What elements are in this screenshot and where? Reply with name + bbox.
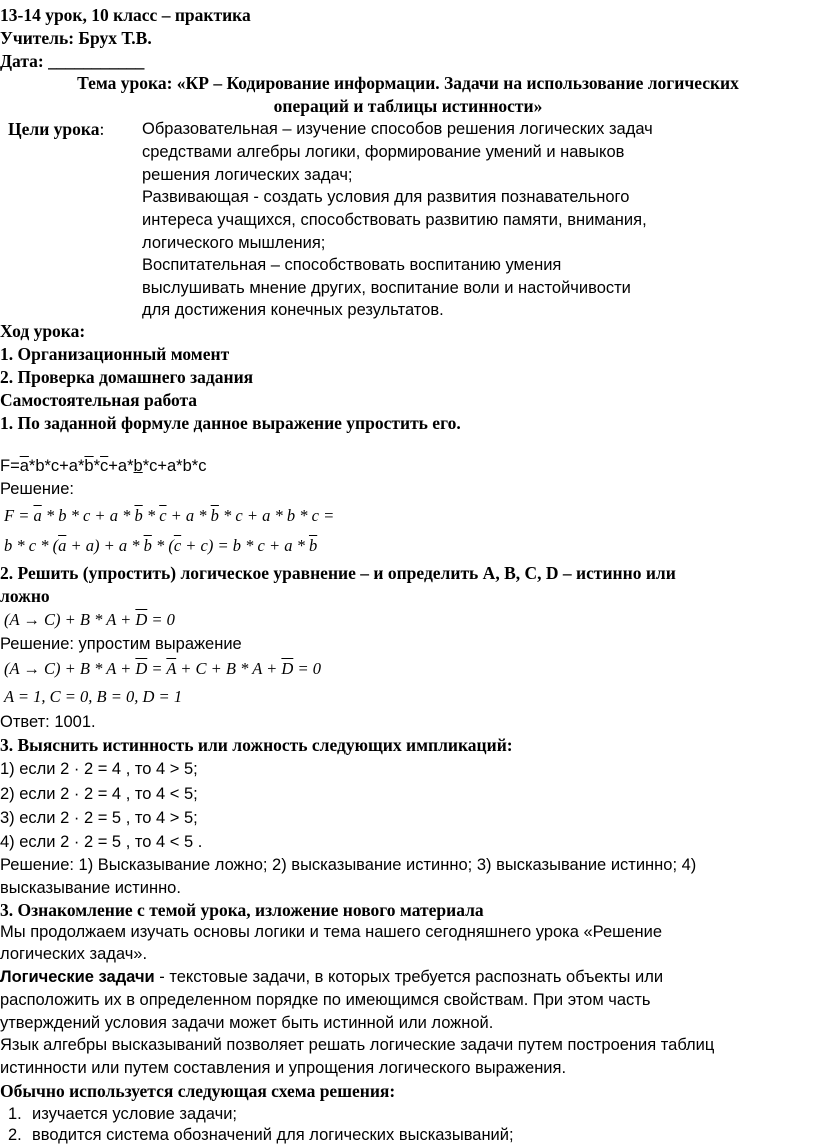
goals-line: решения логических задач;	[142, 166, 353, 184]
lesson-header: 13-14 урок, 10 класс – практика	[0, 5, 251, 25]
paragraph-line: утверждений условия задачи может быть истинной или ложной.	[0, 1014, 494, 1032]
math-part: * c + a * b * c =	[218, 506, 335, 525]
date-line: Дата: ___________	[0, 51, 145, 71]
solution-1-line-1	[4, 505, 334, 527]
goals-label-text: Цели урока	[8, 119, 100, 139]
paragraph-line: расположить их в определенном порядке по имеющимся свойствам. При этом часть	[0, 991, 651, 1009]
formula-part: b	[133, 457, 143, 475]
topic-line-2: операций и таблицы истинности»	[273, 96, 543, 116]
implication-item: 4) если 2 · 2 = 5 , то 4 < 5 .	[0, 833, 203, 851]
task-3-title: 3. Выяснить истинность или ложность следующих импликаций:	[0, 735, 513, 755]
solution-1-line-2	[4, 535, 317, 557]
math-part: $\overline{b}$	[134, 506, 143, 525]
term-logic-tasks: Логические задачи	[0, 968, 155, 986]
goals-line: логического мышления;	[142, 234, 326, 252]
independent-work-heading: Самостоятельная работа	[0, 390, 198, 410]
goals-label	[8, 118, 104, 140]
goals-line: для достижения конечных результатов.	[142, 301, 444, 319]
task-2-title-cont: ложно	[0, 586, 50, 606]
list-item	[8, 1103, 237, 1125]
section-3-title: 3. Ознакомление с темой урока, изложение нового материала	[0, 900, 484, 920]
paragraph-line: Мы продолжаем изучать основы логики и тема нашего сегодняшнего урока «Решение	[0, 923, 663, 941]
math-part: $\overline{D}$	[135, 659, 148, 678]
math-part: F	[4, 506, 15, 525]
formula-part: $\overline{b}$	[84, 457, 94, 475]
math-part: + a *	[166, 506, 211, 525]
task-2-title: 2. Решить (упростить) логическое уравнение – и определить A, B, C, D – истинно или	[0, 563, 676, 583]
task-2-equation	[4, 609, 175, 631]
task-2-simplified	[4, 658, 321, 680]
paragraph-line	[0, 966, 663, 988]
math-part: $\overline{b}$	[210, 506, 219, 525]
math-part: + c) = b * c + a *	[181, 536, 309, 555]
goals-line: выслушивать мнение других, воспитание воли и настойчивости	[142, 279, 631, 297]
math-part: =	[147, 659, 167, 678]
goals-label-colon: :	[99, 119, 105, 139]
goals-line: Воспитательная – способствовать воспитанию умения	[142, 256, 562, 274]
math-part: $\overline{b}$	[308, 536, 318, 555]
math-part: + a) + a *	[66, 536, 144, 555]
task-1-title: 1. По заданной формуле данное выражение упростить его.	[0, 413, 461, 433]
formula-part: $\overline{c}$	[100, 457, 109, 475]
formula-1	[0, 455, 206, 477]
math-part: + C + B * A +	[176, 659, 282, 678]
goals-line: Образовательная – изучение способов решения логических задач	[142, 120, 653, 138]
implication-item: 3) если 2 · 2 = 5 , то 4 > 5;	[0, 809, 198, 827]
math-part: $\overline{a}$	[33, 506, 42, 525]
list-text: вводится система обозначений для логических высказываний;	[32, 1126, 514, 1144]
math-part: $\overline{a}$	[58, 536, 67, 555]
solution-label: Решение:	[0, 480, 74, 498]
list-number: 1.	[8, 1105, 22, 1123]
implication-item: 1) если 2 · 2 = 4 , то 4 > 5;	[0, 760, 198, 778]
list-number: 2.	[8, 1126, 22, 1144]
math-part: $\overline{D}$	[281, 659, 294, 678]
teacher-line: Учитель: Брух Т.В.	[0, 28, 152, 48]
task-3-solution: Решение: 1) Высказывание ложно; 2) высказывание истинно; 3) высказывание истинно; 4)	[0, 856, 697, 874]
math-part: = 0	[147, 610, 175, 629]
course-title: Ход урока:	[0, 321, 86, 341]
math-part: =	[14, 506, 34, 525]
math-part: b * c * (	[4, 536, 59, 555]
topic-line-1: Тема урока: «КР – Кодирование информации. Задачи на использование логических	[77, 73, 739, 93]
formula-part: $\overline{a}$	[19, 457, 29, 475]
formula-part: *b*c+a*	[28, 457, 85, 475]
task-3-solution-cont: высказывание истинно.	[0, 879, 181, 897]
formula-part: F=	[0, 457, 20, 475]
math-part: (A → C) + B * A +	[4, 610, 136, 629]
paragraph-line: логических задач».	[0, 945, 148, 963]
math-part: $\overline{c}$	[173, 536, 182, 555]
math-part: $\overline{c}$	[159, 506, 167, 525]
implication-item: 2) если 2 · 2 = 4 , то 4 < 5;	[0, 785, 198, 803]
formula-part: *	[93, 457, 101, 475]
math-part: $\overline{D}$	[135, 610, 148, 629]
goals-line: средствами алгебры логики, формирование умений и навыков	[142, 143, 625, 161]
math-part: *	[142, 506, 160, 525]
list-text: изучается условие задачи;	[32, 1105, 238, 1123]
course-step-1: 1. Организационный момент	[0, 344, 230, 364]
paragraph-line: истинности или путем составления и упрощения логического выражения.	[0, 1059, 567, 1077]
course-step-2: 2. Проверка домашнего задания	[0, 367, 254, 387]
goals-line: интереса учащихся, способствовать развитию памяти, внимания,	[142, 211, 647, 229]
scheme-title: Обычно используется следующая схема решения:	[0, 1081, 396, 1101]
task-2-values: A = 1, C = 0, B = 0, D = 1	[4, 687, 183, 706]
definition-text: - текстовые задачи, в которых требуется распознать объекты или	[154, 968, 664, 986]
task-2-answer: Ответ: 1001.	[0, 713, 96, 731]
math-part: (A → C) + B * A +	[4, 659, 136, 678]
math-part: $\overline{A}$	[166, 659, 177, 678]
paragraph-line: Язык алгебры высказываний позволяет решать логические задачи путем построения таблиц	[0, 1036, 715, 1054]
task-2-solution-label: Решение: упростим выражение	[0, 635, 242, 653]
goals-line: Развивающая - создать условия для развития познавательного	[142, 188, 630, 206]
formula-part: +a*	[108, 457, 134, 475]
math-part: = 0	[293, 659, 321, 678]
list-item	[8, 1124, 514, 1146]
math-part: * b * c + a *	[41, 506, 135, 525]
formula-part: *c+a*b*c	[142, 457, 207, 475]
math-part: $\overline{b}$	[143, 536, 152, 555]
math-part: * (	[151, 536, 174, 555]
